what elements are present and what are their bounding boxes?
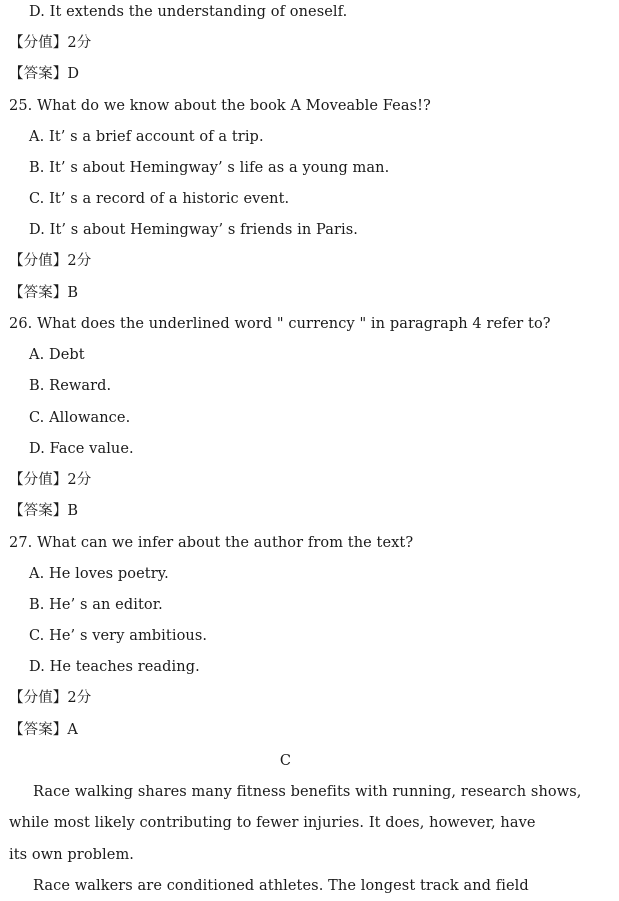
q27-option-b: B. He’ s an editor. [29, 597, 163, 613]
q26-option-d: D. Face value. [29, 441, 134, 457]
q27-option-d: D. He teaches reading. [29, 659, 200, 675]
section-heading: C [279, 753, 292, 769]
passage-paragraph-1-line-3: its own problem. [9, 847, 135, 863]
passage-paragraph-2-line-1: Race walkers are conditioned athletes. The longest track and field [33, 878, 529, 894]
q27-option-c: C. He’ s very ambitious. [29, 628, 208, 644]
q26-option-b: B. Reward. [29, 378, 112, 394]
q27-score: 【分值】2分 [9, 690, 92, 706]
q25-option-c: C. It’ s a record of a historic event. [29, 191, 290, 207]
passage-paragraph-1-line-1: Race walking shares many fitness benefits with running, research shows, [33, 784, 582, 800]
q25-answer: 【答案】B [9, 285, 79, 301]
q24-option-d: D. It extends the understanding of oneself. [29, 4, 348, 20]
q26-question: 26. What does the underlined word " currency " in paragraph 4 refer to? [9, 316, 551, 332]
q26-answer: 【答案】B [9, 503, 79, 519]
q24-answer: 【答案】D [9, 66, 80, 82]
q25-score: 【分值】2分 [9, 253, 92, 269]
q26-option-a: A. Debt [29, 347, 85, 363]
q25-option-b: B. It’ s about Hemingway’ s life as a young man. [29, 160, 390, 176]
q27-answer: 【答案】A [9, 722, 78, 738]
passage-paragraph-1-line-2: while most likely contributing to fewer injuries. It does, however, have [9, 815, 536, 831]
q25-option-a: A. It’ s a brief account of a trip. [29, 129, 264, 145]
q27-question: 27. What can we infer about the author from the text? [9, 535, 414, 551]
q26-option-c: C. Allowance. [29, 410, 131, 426]
q24-score: 【分值】2分 [9, 35, 92, 51]
q25-option-d: D. It’ s about Hemingway’ s friends in Paris. [29, 222, 358, 238]
q25-question: 25. What do we know about the book A Moveable Feas!? [9, 98, 431, 114]
q26-score: 【分值】2分 [9, 472, 92, 488]
q27-option-a: A. He loves poetry. [29, 566, 169, 582]
